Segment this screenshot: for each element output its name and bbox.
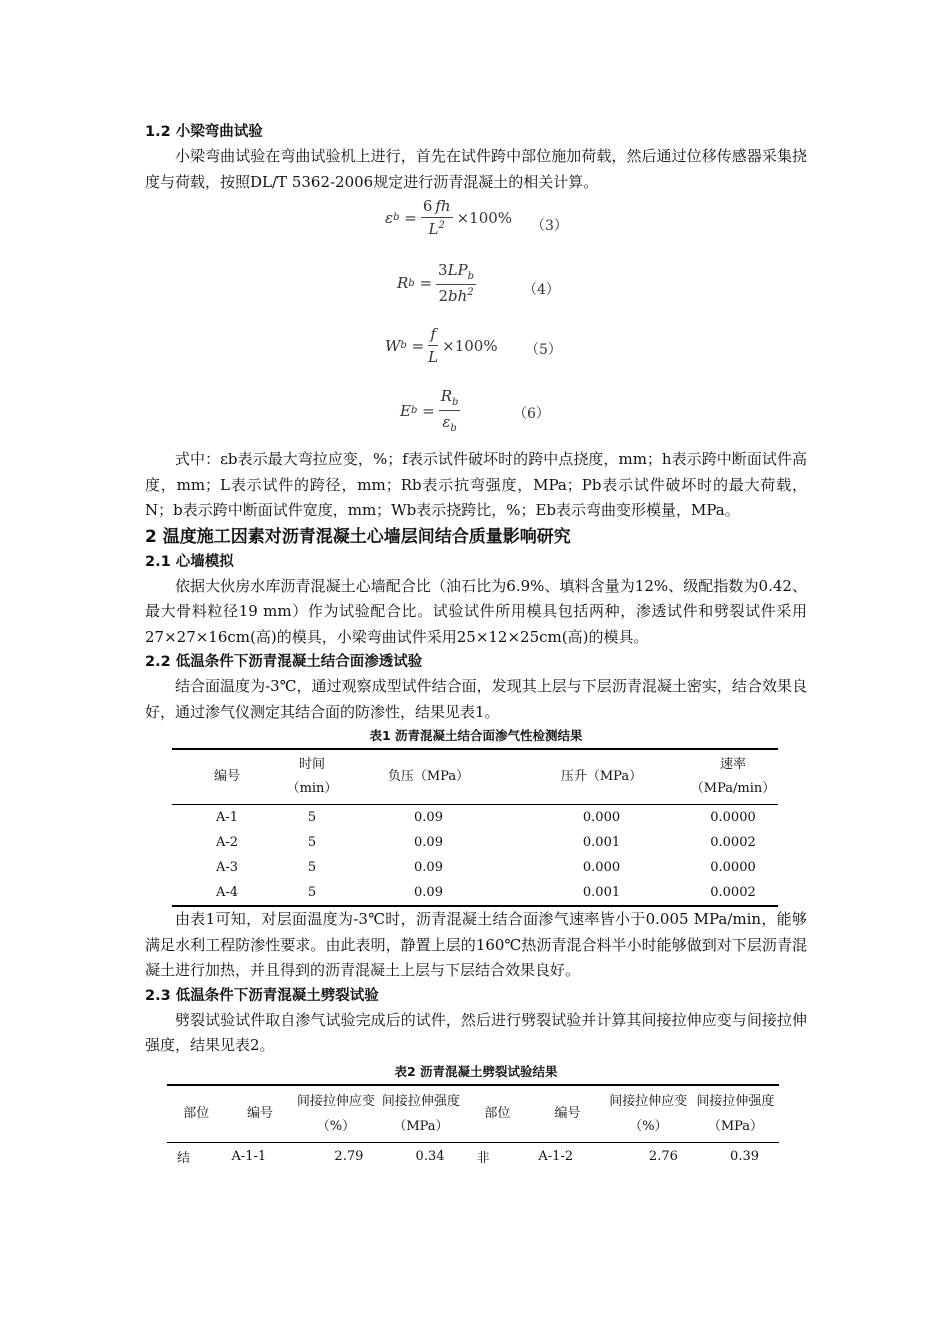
table-cell: A-1-1 xyxy=(231,1149,267,1164)
table-header-row xyxy=(167,1085,779,1143)
equation-5-number: （5） xyxy=(525,342,562,358)
table-cell: 0.000 xyxy=(582,810,621,825)
table-cell: 0.09 xyxy=(414,835,443,850)
table-cell: 2.79 xyxy=(334,1149,364,1164)
table-cell: 0.09 xyxy=(414,885,443,900)
section-heading-2-2: 2.2 低温条件下沥青混凝土结合面渗透试验 xyxy=(145,654,423,670)
table-2 xyxy=(167,1084,779,1171)
table-cell: 5 xyxy=(307,885,317,900)
table-1 xyxy=(172,748,778,907)
table-1-caption: 表1 沥青混凝土结合面渗气性检测结果 xyxy=(369,728,583,743)
equation-3-formula: ε b = $\frac{6 fh}{L^2}$ ×100% xyxy=(385,197,513,238)
paragraph-core-wall: 依据大伙房水库沥青混凝土心墙配合比（油石比为6.9%、填料含量为12%、级配指数为0.42、最大骨料粒径19 mm）作为试验配合比。试验试件所用模具包括两种，渗透试件和劈裂试件采用27×27×16cm(高)的模具，小梁弯曲试件采用25×12×25cm(高)的模具。 xyxy=(145,576,807,646)
table-cell: A-1 xyxy=(215,810,239,825)
paragraph-beam-test: 小梁弯曲试验在弯曲试验机上进行，首先在试件跨中部位施加荷载，然后通过位移传感器采集挠度与荷载，按照DL/T 5362-2006规定进行沥青混凝土的相关计算。 xyxy=(145,147,807,191)
equation-5 xyxy=(145,319,807,379)
table-header-cell: 负压（MPa） xyxy=(342,749,515,805)
equation-3-number: （3） xyxy=(531,218,568,234)
table-cell: 0.34 xyxy=(415,1149,445,1164)
table-cell: 5 xyxy=(307,835,317,850)
table-header-cell: 时间（min） xyxy=(282,749,342,805)
equation-6-formula: E b = $\frac{R_b}{\varepsilon_b}$ xyxy=(400,387,459,434)
equation-4 xyxy=(145,255,807,319)
table-cell: 0.000 xyxy=(582,860,621,875)
paragraph-permeability: 结合面温度为-3℃，通过观察成型试件结合面，发现其上层与下层沥青混凝土密实，结合效果良好，通过渗气仪测定其结合面的防渗性，结果见表1。 xyxy=(145,677,807,721)
table-row xyxy=(172,855,778,880)
table-row xyxy=(172,805,778,831)
table-cell: 0.001 xyxy=(582,885,621,900)
table-header-cell: 间接拉伸应变（%） xyxy=(295,1085,378,1143)
table-cell: 0.09 xyxy=(414,860,443,875)
table-cell: 0.001 xyxy=(582,835,621,850)
table-cell: 结 xyxy=(177,1151,191,1166)
section-heading-1-2: 1.2 小梁弯曲试验 xyxy=(145,124,263,140)
section-heading-2-1: 2.1 心墙模拟 xyxy=(145,553,234,570)
paragraph-splitting-test: 劈裂试验试件取自渗气试验完成后的试件，然后进行劈裂试验并计算其间接拉伸应变与间接拉伸强度，结果见表2。 xyxy=(145,1010,807,1054)
equation-5-formula: W b = $\frac{f}{L}$ ×100% xyxy=(385,325,498,366)
table-header-cell: 部位 xyxy=(167,1085,225,1143)
section-heading-2: 2 温度施工因素对沥青混凝土心墙层间结合质量影响研究 xyxy=(145,526,571,547)
table-2-caption: 表2 沥青混凝土劈裂试验结果 xyxy=(394,1063,558,1079)
table-header-cell: 间接拉伸应变（%） xyxy=(605,1085,692,1143)
table-row xyxy=(167,1142,779,1171)
table-header-cell: 编号 xyxy=(225,1085,294,1143)
table-row xyxy=(172,830,778,855)
equation-3 xyxy=(145,195,807,255)
document-page xyxy=(145,120,807,1171)
table-cell: 0.0000 xyxy=(710,810,756,825)
table-header-cell: 间接拉伸强度（MPa） xyxy=(692,1085,779,1143)
table-cell: 5 xyxy=(307,810,317,825)
equation-6-number: （6） xyxy=(513,406,550,422)
section-heading-2-3: 2.3 低温条件下沥青混凝土劈裂试验 xyxy=(145,987,379,1004)
table-header-cell: 压升（MPa） xyxy=(515,749,688,805)
table-cell: 0.0000 xyxy=(710,860,756,875)
table-cell: 0.0002 xyxy=(710,885,756,900)
paragraph-table-1-analysis: 由表1可知，对层面温度为-3℃时，沥青混凝土结合面渗气速率皆小于0.005 MPa/min，能够满足水利工程防渗性要求。由此表明，静置上层的160℃热沥青混合料半小时能够做到对下层沥青混凝土进行加热，并且得到的沥青混凝土上层与下层结合效果良好。 xyxy=(145,910,807,979)
table-header-cell: 间接拉伸强度（MPa） xyxy=(377,1085,464,1143)
paragraph-symbol-definitions: 式中：εb表示最大弯拉应变，%；f表示试件破坏时的跨中点挠度，mm；h表示跨中断面试件高度，mm；L表示试件的跨径，mm；Rb表示抗弯强度，MPa；Pb表示试件破坏时的最大荷载，N；b表示跨中断面试件宽度，mm；Wb表示挠跨比，%；Eb表示弯曲变形模量，MPa。 xyxy=(145,450,807,519)
table-header-cell: 部位 xyxy=(465,1085,531,1143)
table-cell: 2.76 xyxy=(648,1149,678,1164)
equation-4-number: （4） xyxy=(523,282,560,298)
table-row xyxy=(172,880,778,906)
table-header-cell: 编号 xyxy=(172,749,282,805)
equation-4-formula: R b = $\frac{3LP_b}{2bh^2}$ xyxy=(397,261,475,305)
table-header-cell: 速率（MPa/min） xyxy=(688,749,778,805)
table-cell: A-1-2 xyxy=(538,1149,574,1164)
table-cell: 非 xyxy=(476,1151,490,1166)
table-cell: 0.09 xyxy=(414,810,443,825)
table-cell: A-3 xyxy=(215,860,239,875)
table-header-cell: 编号 xyxy=(530,1085,604,1143)
equation-6 xyxy=(145,379,807,447)
table-cell: A-2 xyxy=(215,835,239,850)
table-cell: 5 xyxy=(307,860,317,875)
table-cell: 0.0002 xyxy=(710,835,756,850)
table-cell: 0.39 xyxy=(730,1149,759,1164)
table-cell: A-4 xyxy=(215,885,239,900)
table-header-row xyxy=(172,749,778,805)
